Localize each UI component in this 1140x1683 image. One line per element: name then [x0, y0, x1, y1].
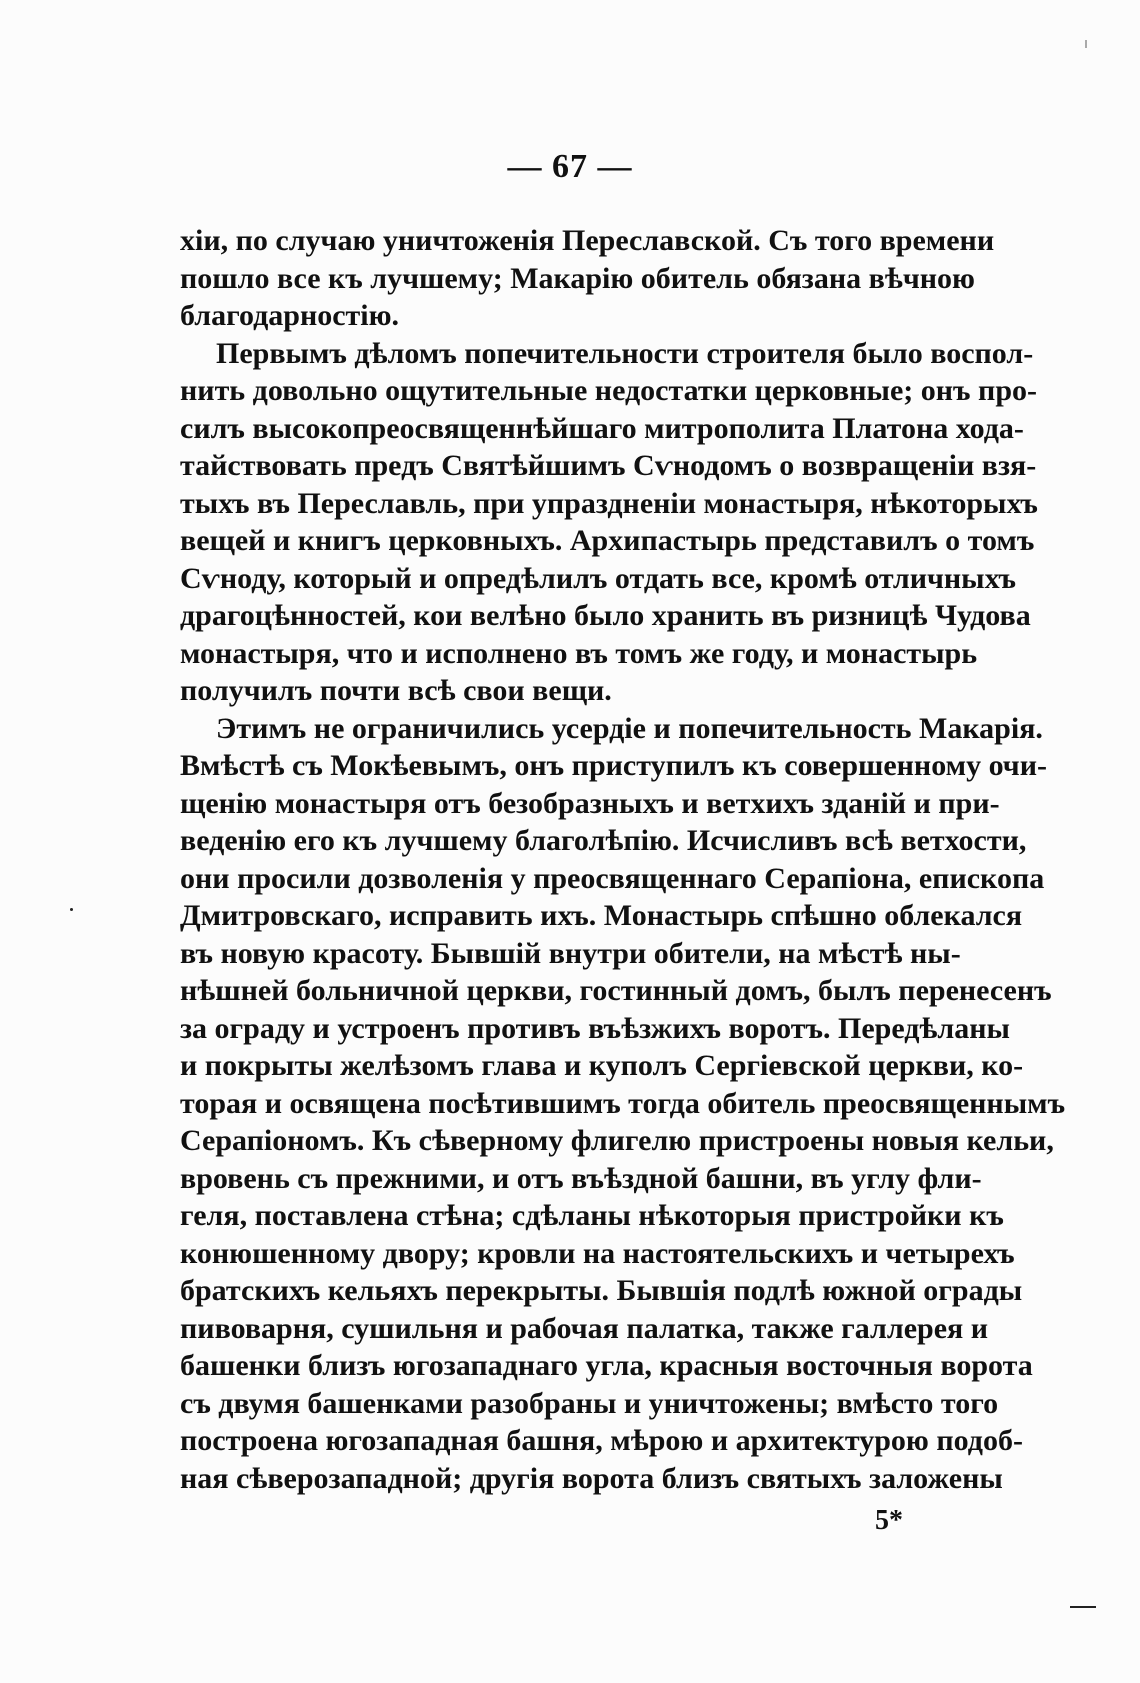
text-line: вещей и книгъ церковныхъ. Архипастырь представилъ о томъ — [180, 524, 1035, 557]
text-line: торая и освящена посѣтившимъ тогда обитель преосвященнымъ — [180, 1086, 1066, 1120]
paragraph-start-line: Первымъ дѣломъ попечительности строителя было воспол- — [216, 336, 1034, 370]
text-line: веденію его къ лучшему благолѣпію. Исчисливъ всѣ ветхости, — [180, 824, 1027, 857]
text-line: тыхъ въ Переславль, при упраздненіи монастыря, нѣкоторыхъ — [180, 486, 1038, 520]
text-line: хіи, по случаю уничтоженія Переславской. Съ того времени — [180, 224, 995, 257]
text-line: пошло все къ лучшему; Макарію обитель обязана вѣчною — [180, 261, 975, 295]
text-line: вровень съ прежними, и отъ въѣздной башни, въ углу фли- — [180, 1161, 982, 1195]
text-line: и покрыты желѣзомъ глава и куполъ Сергіевской церкви, ко- — [180, 1049, 1024, 1082]
text-line: геля, поставлена стѣна; сдѣланы нѣкоторыя пристройки къ — [180, 1199, 1004, 1232]
text-line: они просили дозволенія у преосвященнаго Серапіона, епископа — [180, 861, 1045, 895]
text-line: пивоварня, сушильня и рабочая палатка, также галлерея и — [180, 1311, 989, 1345]
scan-artifact-top — [1085, 40, 1087, 48]
text-line: щенію монастыря отъ безобразныхъ и ветхихъ зданій и при- — [180, 786, 1000, 820]
body-text — [180, 222, 1066, 1497]
text-line: съ двумя башенками разобраны и уничтожены; вмѣсто того — [180, 1386, 999, 1420]
text-line: получилъ почти всѣ свои вещи. — [180, 674, 612, 707]
text-line: монастыря, что и исполнено въ томъ же году, и монастырь — [180, 636, 978, 670]
text-line: силъ высокопреосвященнѣйшаго митрополита Платона хода- — [180, 411, 1024, 445]
text-line: Сѵноду, который и опредѣлилъ отдать все, кромѣ отличныхъ — [180, 561, 1016, 595]
text-line: въ новую красоту. Бывшій внутри обители, на мѣстѣ ны- — [180, 936, 961, 970]
text-line: за ограду и устроенъ противъ въѣзжихъ воротъ. Передѣланы — [180, 1011, 1010, 1045]
text-line: нить довольно ощутительные недостатки церковные; онъ про- — [180, 374, 1038, 407]
text-line: Серапіономъ. Къ сѣверному флигелю пристроены новыя кельи, — [180, 1124, 1054, 1157]
signature-mark: 5* — [875, 1505, 903, 1536]
text-line: благодарностію. — [180, 299, 400, 332]
text-line: построена югозападная башня, мѣрою и архитектурою подоб- — [180, 1424, 1023, 1457]
page-number: — 67 — — [507, 148, 633, 185]
text-line: Дмитровскаго, исправить ихъ. Монастырь спѣшно облекался — [180, 899, 1023, 932]
text-line: нѣшней больничной церкви, гостинный домъ, былъ перенесенъ — [180, 974, 1052, 1007]
text-line: ная сѣверозападной; другія ворота близъ святыхъ заложены — [180, 1461, 1003, 1495]
paragraph-start-line: Этимъ не ограничились усердіе и попечительность Макарія. — [216, 711, 1043, 745]
text-line: братскихъ кельяхъ перекрыты. Бывшія подлѣ южной ограды — [180, 1274, 1023, 1307]
text-line: Вмѣстѣ съ Мокѣевымъ, онъ приступилъ къ совершенному очи- — [180, 749, 1047, 782]
text-line: драгоцѣнностей, кои велѣно было хранить въ ризницѣ Чудова — [180, 599, 1031, 632]
text-line: башенки близъ югозападнаго угла, красныя восточныя ворота — [180, 1349, 1033, 1382]
text-line: конюшенному двору; кровли на настоятельскихъ и четырехъ — [180, 1236, 1015, 1270]
text-line: тайствовать предъ Святѣйшимъ Сѵнодомъ о возвращеніи взя- — [180, 449, 1037, 482]
scan-artifact-dot — [70, 908, 73, 911]
scan-artifact-dash — [1070, 1606, 1096, 1608]
